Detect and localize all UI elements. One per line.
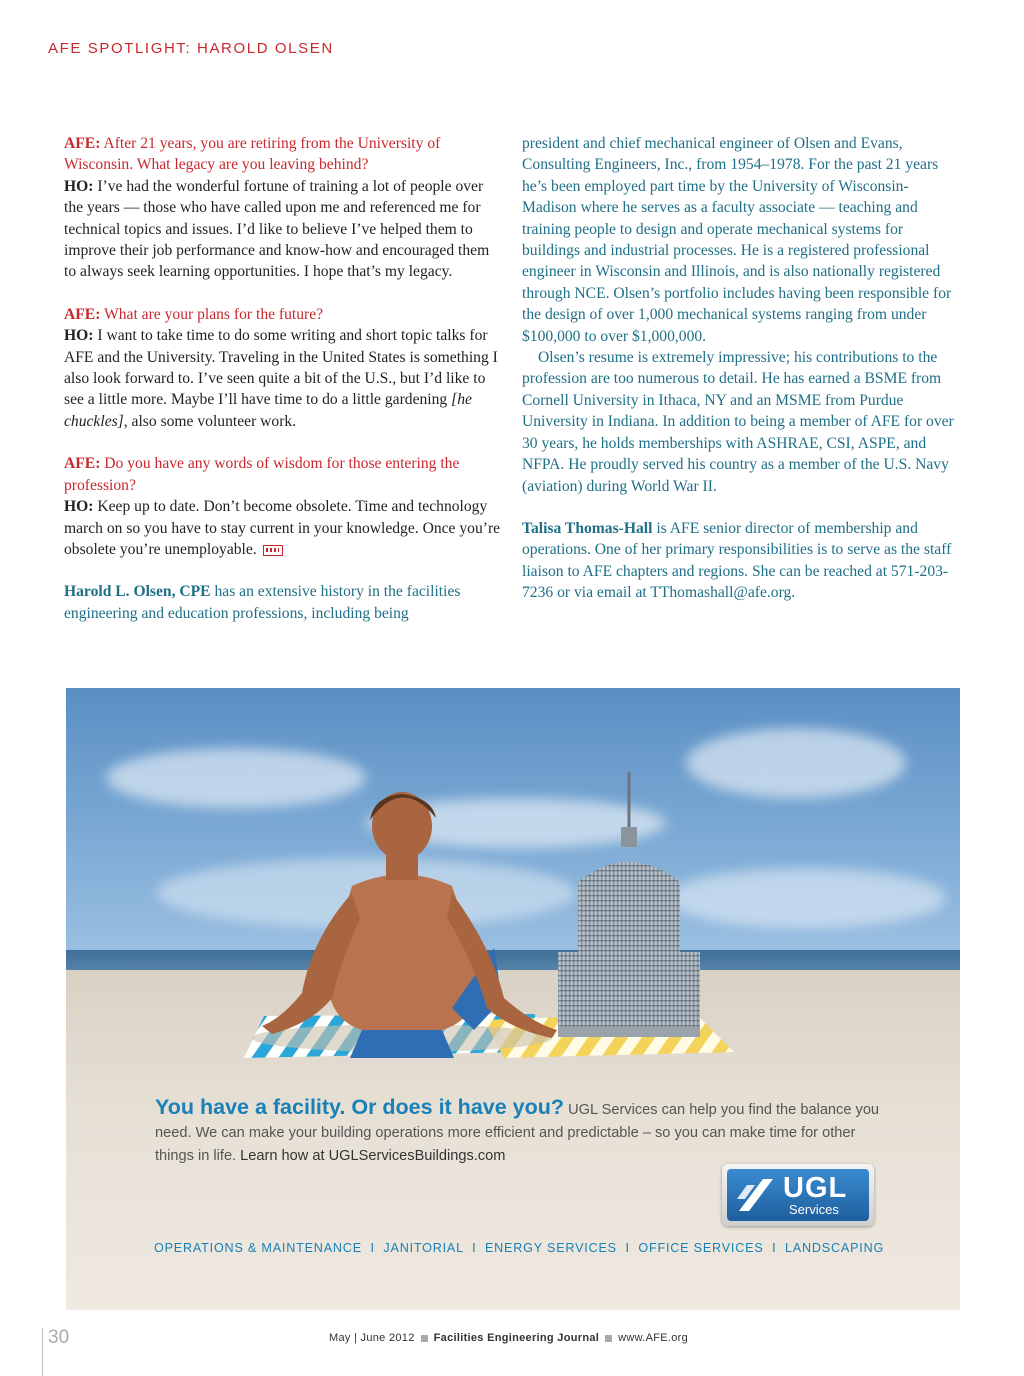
ad-copy	[155, 1096, 885, 1168]
left-column	[64, 133, 504, 624]
journal-name: Facilities Engineering Journal	[433, 1332, 600, 1344]
answer-label: HO:	[64, 327, 94, 345]
bio-text: has an extensive history in the facilities engineering and education professions, including being	[64, 583, 461, 622]
right-column	[522, 133, 962, 604]
page-number: 30	[48, 1327, 70, 1348]
ugl-swoosh-icon	[737, 1177, 775, 1213]
question-label: AFE:	[64, 305, 101, 323]
answer-3	[64, 496, 504, 560]
question-label: AFE:	[64, 455, 101, 473]
answer-text: I want to take time to do some writing and short topic talks for AFE and the University. Traveling in the United States is something I also look forward to. I’ve seen quite a bit of the U.S., but I’d like to see a little more. Maybe I’ll have time to do a little gardening	[64, 327, 498, 409]
ugl-logo-subtext: Services	[789, 1202, 839, 1217]
bio-paragraph	[64, 581, 504, 624]
answer-text: Keep up to date. Don’t become obsolete. Time and technology march on so you have to stay current in your knowledge. Once you’re obsolete you’re unemployable.	[64, 498, 501, 558]
answer-2	[64, 325, 504, 432]
ad-learn-more-link[interactable]: Learn how at UGLServicesBuildings.com	[236, 1148, 506, 1164]
author-text: is AFE senior director of membership and operations. One of her primary responsibilities is to serve as the staff liaison to AFE chapters and regions. She can be reached at 571-203-7236 or via email at TThomashall@afe.org.	[522, 519, 952, 602]
skyscraper-image	[558, 772, 700, 1042]
page-footer	[329, 1332, 688, 1344]
ugl-logo	[722, 1164, 874, 1226]
answer-text: I’ve had the wonderful fortune of training a lot of people over the years — those who have called upon me and referenced me for technical topics and issues. I’d like to believe I’ve helped them to improve their job performance and know-how and encouraged them to always seek learning opportunities. I hope that’s my legacy.	[64, 177, 490, 281]
answer-label: HO:	[64, 498, 94, 516]
answer-text-end: , also some volunteer work.	[123, 412, 297, 430]
question-2	[64, 304, 504, 325]
author-name: Talisa Thomas-Hall	[522, 519, 653, 537]
man-sitting-image	[242, 768, 562, 1058]
end-of-article-icon	[263, 545, 283, 556]
services-list: OPERATIONS & MAINTENANCE I JANITORIAL I ENERGY SERVICES I OFFICE SERVICES I LANDSCAPING	[154, 1241, 885, 1255]
ad-headline: You have a facility. Or does it have you?	[155, 1095, 565, 1119]
question-text: After 21 years, you are retiring from the University of Wisconsin. What legacy are you leaving behind?	[64, 135, 441, 174]
bio-paragraph-2: Olsen’s resume is extremely impressive; his contributions to the profession are too numerous to detail. He has earned a BSME from Cornell University in Ithaca, NY and an MSME from Purdue University in Indiana. In addition to being a member of AFE for over 30 years, he holds memberships with ASHRAE, CSI, ASPE, and NFPA. He proudly served his country as a member of the U.S. Navy (aviation) during World War II.	[522, 349, 954, 495]
ugl-logo-text: UGL	[783, 1172, 848, 1204]
bio-name: Harold L. Olsen, CPE	[64, 583, 211, 601]
ugl-advertisement	[66, 688, 960, 1310]
separator-square-icon	[605, 1335, 612, 1342]
ad-body: UGL Services can help you find the balance you need. We can make your building operations more efficient and predictable – so you can make time for other things in life.	[155, 1102, 880, 1164]
website-link[interactable]: www.AFE.org	[618, 1332, 689, 1344]
bio-continued: president and chief mechanical engineer of Olsen and Evans, Consulting Engineers, Inc., from 1954–1978. For the past 21 years he’s been employed part time by the University of Wisconsin-Madison where he serves as a faculty associate — teaching and training people to design and operate mechanical systems for buildings and industrial processes. He is a registered professional engineer in Wisconsin and Illinois, and is also nationally registered through NCE. Olsen’s portfolio includes having been responsible for the design of over 1,000 mechanical systems ranging from under $100,000 to over $1,000,000.	[522, 135, 952, 345]
answer-label: HO:	[64, 177, 94, 195]
question-text: What are your plans for the future?	[100, 305, 324, 323]
issue-date: May | June 2012	[329, 1332, 415, 1344]
question-label: AFE:	[64, 135, 101, 152]
author-bio	[522, 518, 962, 604]
question-text: Do you have any words of wisdom for those entering the profession?	[64, 455, 460, 494]
footer-divider	[42, 1328, 43, 1376]
separator-square-icon	[421, 1335, 428, 1342]
question-3	[64, 453, 504, 496]
answer-1	[64, 176, 504, 283]
answer-italic-aside: [he chuckles]	[64, 391, 472, 430]
section-header: AFE SPOTLIGHT: HAROLD OLSEN	[48, 40, 334, 57]
question-1	[64, 133, 504, 176]
